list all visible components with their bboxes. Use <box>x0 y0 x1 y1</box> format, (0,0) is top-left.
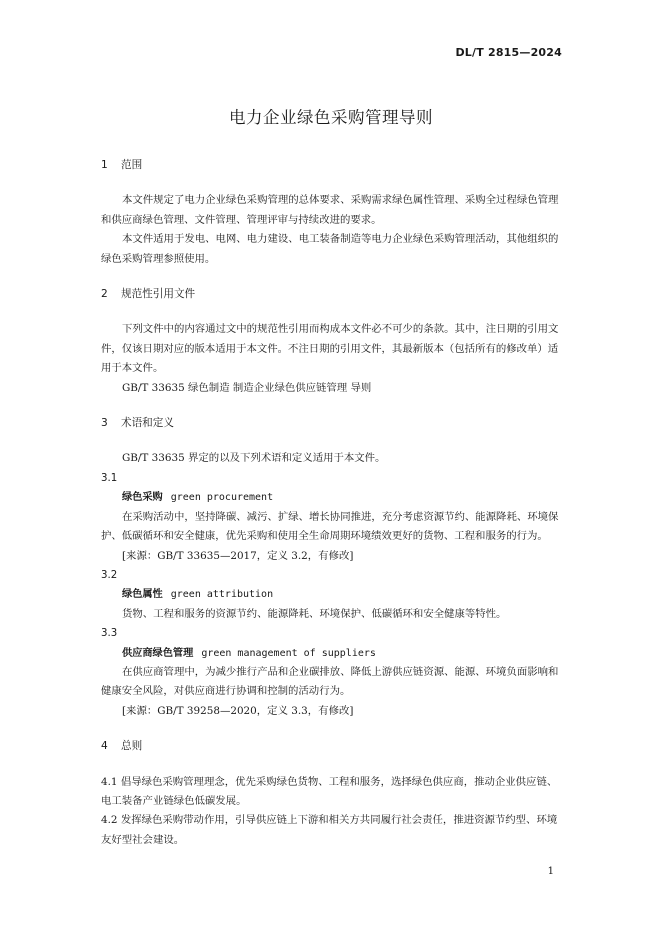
term-name <box>101 488 562 507</box>
section-title: 术语和定义 <box>121 417 174 430</box>
term-source: [来源：GB/T 39258—2020，定义 3.3，有修改] <box>122 704 354 717</box>
term-zh: 绿色采购 <box>122 492 163 504</box>
document-body <box>101 150 562 850</box>
clause-4-2: 4.2 发挥绿色采购带动作用，引导供应链上下游和相关方共同履行社会责任，推进资源节约型、环境友好型社会建设。 <box>101 814 558 846</box>
paragraph: GB/T 33635 界定的以及下列术语和定义适用于本文件。 <box>122 452 386 465</box>
paragraph: 本文件规定了电力企业绿色采购管理的总体要求、采购需求绿色属性管理、采购全过程绿色管理和供应商绿色管理、文件管理、管理评审与持续改进的要求。 <box>101 194 559 226</box>
paragraph: 本文件适用于发电、电网、电力建设、电工装备制造等电力企业绿色采购管理活动，其他组织的绿色采购管理参照使用。 <box>101 233 559 265</box>
page-number: 1 <box>547 866 554 877</box>
term-zh: 供应商绿色管理 <box>122 647 194 659</box>
clause-4-1: 4.1 倡导绿色采购管理理念，优先采购绿色货物、工程和服务，选择绿色供应商，推动企业供应链、电工装备产业链绿色低碳发展。 <box>101 775 558 807</box>
section-title: 范围 <box>121 159 143 171</box>
section-heading-3 <box>101 414 562 433</box>
reference-item: GB/T 33635 绿色制造 制造企业绿色供应链管理 导则 <box>122 381 372 394</box>
term-definition: 在采购活动中，坚持降碳、减污、扩绿、增长协同推进，充分考虑资源节约、能源降耗、环境保护、低碳循环和安全健康，优先采购和使用全生命周期环境绩效更好的货物、工程和服务的行为。 <box>101 510 559 543</box>
section-title: 总则 <box>121 740 143 753</box>
term-zh: 绿色属性 <box>122 589 163 601</box>
section-number: 3 <box>101 417 108 430</box>
term-definition: 在供应商管理中，为减少推行产品和企业碳排放、降低上游供应链资源、能源、环境负面影响和健康安全风险，对供应商进行协调和控制的活动行为。 <box>101 665 559 698</box>
section-number: 4 <box>101 740 108 753</box>
term-en: green management of suppliers <box>201 647 376 659</box>
term-number: 3.2 <box>101 569 118 581</box>
term-number: 3.3 <box>101 628 118 640</box>
section-heading-1 <box>101 156 562 175</box>
term-number: 3.1 <box>101 472 118 484</box>
term-name <box>101 585 562 604</box>
term-definition: 货物、工程和服务的资源节约、能源降耗、环境保护、低碳循环和安全健康等特性。 <box>122 607 507 620</box>
section-title: 规范性引用文件 <box>121 288 196 301</box>
standard-code: DL/T 2815—2024 <box>455 46 562 59</box>
section-number: 1 <box>101 159 108 171</box>
term-source: [来源：GB/T 33635—2017，定义 3.2，有修改] <box>122 549 354 562</box>
term-name <box>101 644 562 663</box>
term-en: green attribution <box>170 589 274 601</box>
page-title: 电力企业绿色采购管理导则 <box>229 108 433 127</box>
term-en: green procurement <box>170 492 274 504</box>
section-heading-2 <box>101 285 562 304</box>
section-heading-4 <box>101 737 562 756</box>
paragraph: 下列文件中的内容通过文中的规范性引用而构成本文件必不可少的条款。其中，注日期的引用文件，仅该日期对应的版本适用于本文件。不注日期的引用文件，其最新版本（包括所有的修改单）适用于本文件。 <box>101 323 559 375</box>
section-number: 2 <box>101 288 108 301</box>
